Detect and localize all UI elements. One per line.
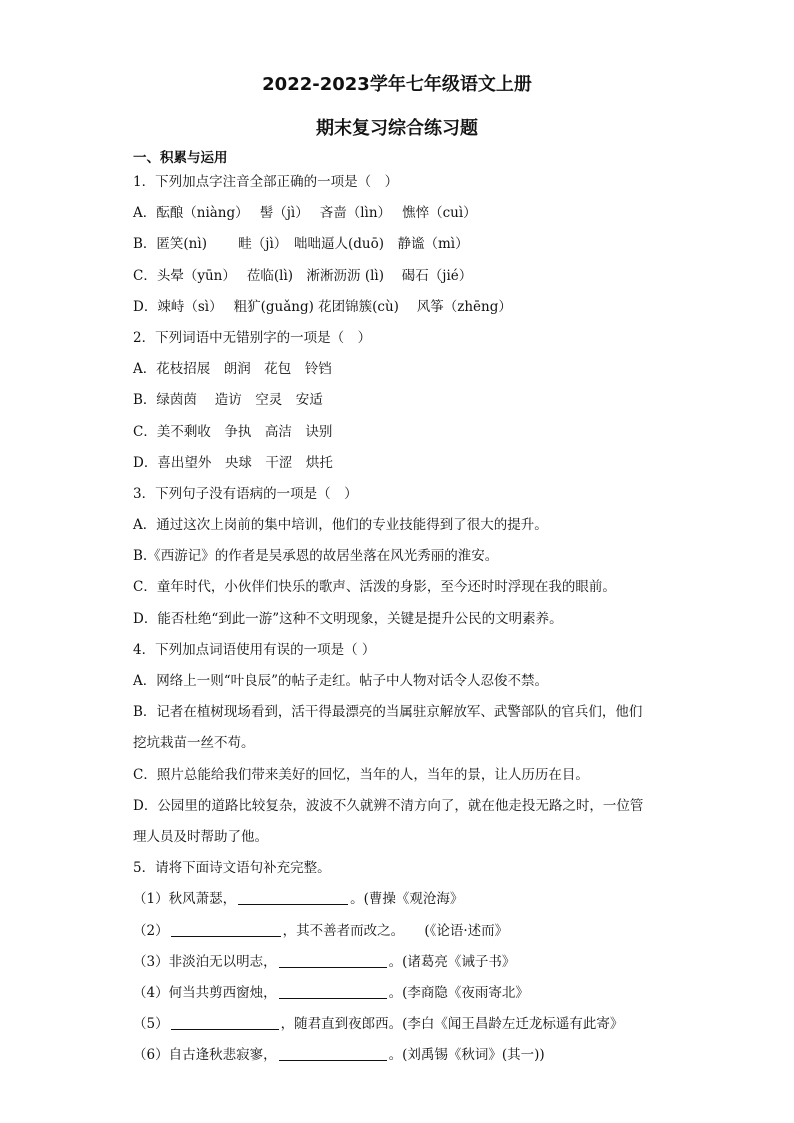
question-list <box>133 169 673 1073</box>
question-5-stem: 5．请将下面诗文语句补充完整。 <box>133 860 331 877</box>
fill-item-1-prefix: （1）秋风萧瑟， <box>133 891 237 908</box>
document-title: 2022-2023学年七年级语文上册 <box>262 74 532 95</box>
question-1-option-d: D．竦峙（sì） 粗犷(guǎng) 花团锦簇(cù) 风筝（zhēng） <box>133 298 512 315</box>
answer-blank[interactable] <box>279 1046 387 1061</box>
question-3-option-c: C．童年时代，小伙伴们快乐的歌声、活泼的身影，至今还时时浮现在我的眼前。 <box>133 579 616 596</box>
fill-item-1-suffix: 。(曹操《观沧海》 <box>350 891 464 908</box>
fill-item-5 <box>133 1011 673 1042</box>
question-3-option-a: A．通过这次上岗前的集中培训，他们的专业技能得到了很大的提升。 <box>133 517 548 534</box>
answer-blank[interactable] <box>238 890 348 905</box>
answer-blank[interactable] <box>171 1015 279 1030</box>
fill-item-6-prefix: （6）自古逢秋悲寂寥， <box>133 1047 277 1064</box>
fill-item-3-suffix: 。(诸葛亮《诫子书》 <box>388 953 516 970</box>
question-2-stem: 2．下列词语中无错别字的一项是（ ） <box>133 329 372 346</box>
question-3-option-d: D．能否杜绝“到此一游”这种不文明现象，关键是提升公民的文明素养。 <box>133 610 563 627</box>
question-1-stem: 1．下列加点字注音全部正确的一项是（ ） <box>133 174 399 190</box>
fill-item-3-prefix: （3）非淡泊无以明志， <box>133 953 277 970</box>
fill-item-5-suffix: ，随君直到夜郎西。(李白《闻王昌龄左迁龙标遥有此寄》 <box>280 1016 624 1033</box>
question-3-stem: 3．下列句子没有语病的一项是（ ） <box>133 485 358 502</box>
question-4-option-d-line2: 理人员及时帮助了他。 <box>133 828 268 845</box>
fill-item-5-prefix: （5） <box>133 1016 169 1033</box>
fill-item-4 <box>133 980 673 1011</box>
fill-item-1 <box>133 886 673 917</box>
question-4-stem: 4．下列加点词语使用有误的一项是（ ） <box>133 641 376 658</box>
question-2-option-b: B．绿茵茵 造访 空灵 安适 <box>133 392 323 409</box>
fill-item-2 <box>133 918 673 949</box>
fill-item-2-prefix: （2） <box>133 922 169 939</box>
answer-blank[interactable] <box>279 953 387 968</box>
fill-item-2-suffix: ，其不善者而改之。 (《论语·述而》 <box>282 922 509 939</box>
question-4-option-d-line1: D．公园里的道路比较复杂，波波不久就辨不清方向了，就在他走投无路之时，一位管 <box>133 797 644 814</box>
question-4-option-a: A．网络上一则“叶良辰”的帖子走红。帖子中人物对话令人忍俊不禁。 <box>133 673 549 689</box>
question-1-option-a: A．酝酿（niàng） 髻（jì） 吝啬（lìn） 憔悴（cuì） <box>133 205 477 222</box>
question-3-option-b: B.《西游记》的作者是吴承恩的故居坐落在风光秀丽的淮安。 <box>133 548 499 565</box>
question-4-option-c: C．照片总能给我们带来美好的回忆，当年的人，当年的景，让人历历在目。 <box>133 766 589 783</box>
question-2-option-a: A．花枝招展 朗润 花包 铃铛 <box>133 361 332 378</box>
fill-item-6-suffix: 。(刘禹锡《秋词》(其一)) <box>388 1047 545 1064</box>
fill-item-4-prefix: （4）何当共剪西窗烛， <box>133 984 277 1001</box>
question-1-option-c: C．头晕（yūn） 莅临(lì) 淅淅沥沥 (lì) 碣石（jié） <box>133 267 473 284</box>
question-2-option-d: D．喜出望外 央球 干涩 烘托 <box>133 454 333 471</box>
answer-blank[interactable] <box>279 984 387 999</box>
question-4-option-b-line2: 挖坑栽苗一丝不苟。 <box>133 735 255 752</box>
question-4-option-b-line1: B．记者在植树现场看到，活干得最漂亮的当属驻京解放军、武警部队的官兵们，他们 <box>133 704 643 721</box>
question-1-option-b: B．匿笑(nì) 畦（jì） 咄咄逼人(duō) 静谧（mì） <box>133 236 469 253</box>
section-heading: 一、积累与运用 <box>133 150 228 166</box>
answer-blank[interactable] <box>171 922 281 937</box>
fill-item-4-suffix: 。(李商隐《夜雨寄北》 <box>388 984 529 1001</box>
question-2-option-c: C．美不剩收 争执 高洁 诀别 <box>133 423 333 440</box>
document-subtitle: 期末复习综合练习题 <box>316 118 478 139</box>
fill-item-3 <box>133 949 673 980</box>
fill-item-6 <box>133 1042 673 1073</box>
